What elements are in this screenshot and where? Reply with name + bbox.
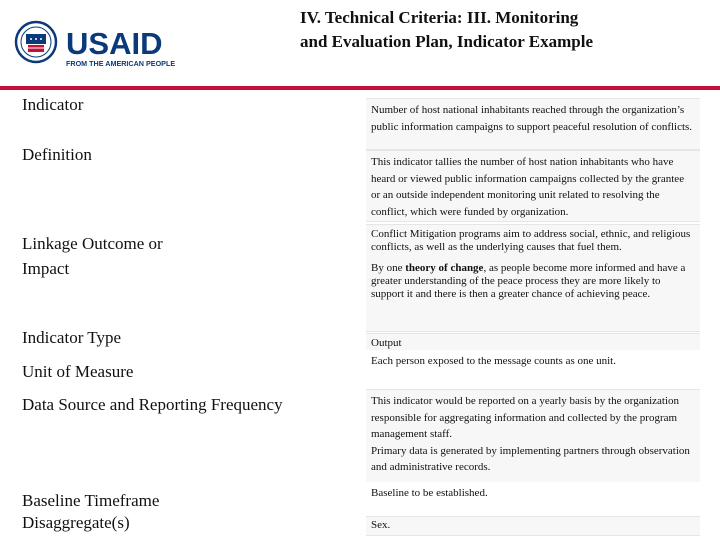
value-baseline: Baseline to be established. — [366, 482, 700, 514]
slide-title — [300, 6, 710, 54]
value-linkage: Conflict Mitigation programs aim to address social, ethnic, and religious conflicts, as well as the underlying causes that fuel them. By one theory of change, as people become more informed and have a greater understanding of the peace process they are more likely to support it and there is then a greater chance of achieving peace. — [366, 224, 700, 332]
value-data-source: This indicator would be reported on a yearly basis by the organization responsible for aggregating information and collected by the program management staff. Primary data is generated by implementing partners through observation and administrative records. — [366, 389, 700, 484]
label-indicator: Indicator — [22, 95, 84, 114]
usaid-logo — [14, 12, 214, 72]
label-unit-of-measure: Unit of Measure — [22, 362, 134, 381]
usaid-seal-icon — [14, 12, 214, 72]
label-disaggregate: Disaggregate(s) — [22, 513, 130, 532]
label-definition: Definition — [22, 145, 92, 164]
divider-rule — [0, 86, 720, 90]
label-baseline: Baseline Timeframe — [22, 491, 160, 510]
value-indicator-type: Output — [366, 333, 700, 355]
label-indicator-type: Indicator Type — [22, 328, 122, 347]
value-disaggregate: Sex. — [366, 516, 700, 536]
label-data-source: Data Source and Reporting Frequency — [22, 395, 283, 414]
logo-wordmark: USAID — [66, 26, 163, 61]
value-definition: This indicator tallies the number of host nation inhabitants who have heard or viewed public information campaigns collected by the grantee or an outside independent monitoring unit related to resolving the conflict, which were funded by organization. — [366, 150, 700, 222]
title-line-2: and Evaluation Plan, Indicator Example — [300, 32, 593, 51]
logo-tagline: FROM THE AMERICAN PEOPLE — [66, 59, 176, 68]
label-linkage: Linkage Outcome or Impact — [22, 234, 163, 278]
title-line-1: IV. Technical Criteria: III. Monitoring — [300, 8, 579, 27]
value-unit-of-measure: Each person exposed to the message counts as one unit. — [366, 350, 700, 388]
value-indicator: Number of host national inhabitants reached through the organization’s public information campaigns to support peaceful resolution of conflicts. — [366, 98, 700, 150]
